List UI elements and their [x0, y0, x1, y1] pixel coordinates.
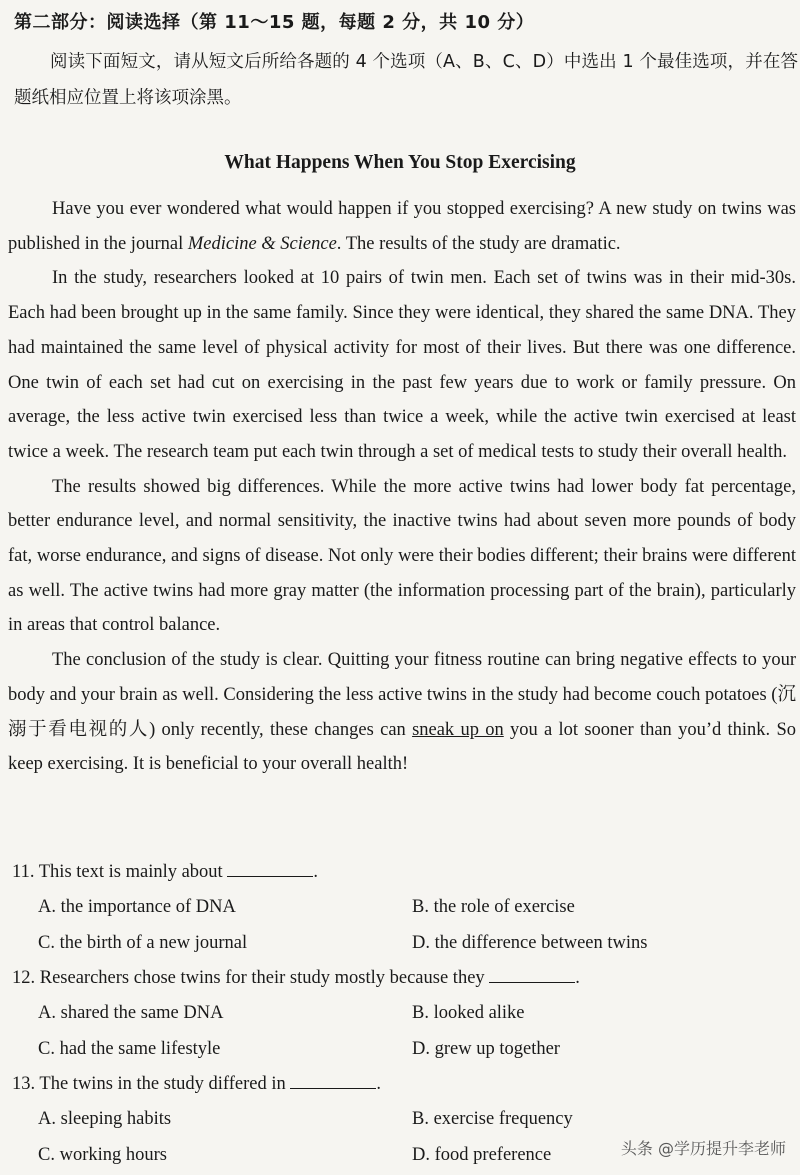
- question-stem: [12, 961, 792, 996]
- option-text: the role of exercise: [433, 897, 575, 917]
- option-c[interactable]: [38, 1032, 220, 1068]
- option-row: [12, 926, 792, 962]
- option-row: [12, 1102, 792, 1138]
- option-text: the importance of DNA: [60, 897, 236, 917]
- option-letter: B.: [412, 1109, 429, 1129]
- question-stem: [12, 855, 792, 890]
- section-heading: 第二部分：阅读选择（第 11～15 题，每题 2 分，共 10 分）: [14, 12, 535, 33]
- option-letter: C.: [38, 1038, 55, 1059]
- option-b[interactable]: [412, 890, 575, 926]
- option-row: [12, 890, 792, 926]
- option-b[interactable]: [412, 996, 525, 1032]
- question-number: 11.: [12, 862, 35, 882]
- option-b[interactable]: [412, 1102, 573, 1138]
- option-a[interactable]: [38, 996, 223, 1032]
- question-number: 12.: [12, 968, 36, 988]
- question-list: [12, 855, 792, 1173]
- option-letter: B.: [412, 1003, 429, 1023]
- article-body: [8, 192, 796, 782]
- option-text: food preference: [434, 1144, 552, 1165]
- question-text: Researchers chose twins for their study mostly because they: [39, 968, 485, 988]
- option-a[interactable]: [38, 1102, 171, 1138]
- p1-text-b: . The results of the study are dramatic.: [336, 233, 621, 254]
- option-text: had the same lifestyle: [59, 1038, 221, 1059]
- watermark: 头条 @学历提升李老师: [620, 1139, 786, 1158]
- answer-blank: [290, 1070, 376, 1089]
- article-paragraph-1: [8, 192, 796, 261]
- option-letter: A.: [38, 1003, 56, 1023]
- p1-text-a: Have you ever wondered what would happen if you stopped exercising? A new study on twins was published in the journal: [8, 199, 796, 254]
- option-text: the birth of a new journal: [59, 932, 248, 953]
- question-end: .: [376, 1074, 381, 1094]
- option-row: [12, 996, 792, 1032]
- option-c[interactable]: [38, 1138, 167, 1174]
- article-paragraph-4: [8, 643, 796, 782]
- question: [12, 855, 792, 961]
- option-d[interactable]: [412, 1138, 551, 1174]
- question-text: The twins in the study differed in: [39, 1074, 286, 1094]
- question-text: This text is mainly about: [38, 862, 223, 882]
- p4-text-a: The conclusion of the study is clear. Quitting your fitness routine can bring negative effects to your body and your brain as well. Considering the less active twins in the study had become couch potatoes (沉溺于看电视的人) only recently, these changes can: [8, 650, 796, 740]
- option-letter: C.: [38, 1144, 55, 1165]
- option-d[interactable]: [412, 926, 647, 962]
- answer-blank: [489, 964, 575, 983]
- option-row: [12, 1032, 792, 1068]
- option-letter: D.: [412, 1144, 430, 1165]
- option-letter: A.: [38, 1109, 56, 1129]
- option-text: working hours: [59, 1144, 167, 1165]
- question-end: .: [313, 862, 318, 882]
- article-paragraph-3: The results showed big differences. While the more active twins had lower body fat percentage, better endurance level, and normal sensitivity, the inactive twins had about seven more pounds of body fat, worse endurance, and signs of disease. Not only were their bodies different; their brains were different as well. The active twins had more gray matter (the information processing part of the brain), particularly in areas that control balance.: [8, 476, 796, 636]
- option-text: the difference between twins: [434, 932, 648, 953]
- question-number: 13.: [12, 1074, 36, 1094]
- option-text: shared the same DNA: [60, 1003, 224, 1023]
- answer-blank: [227, 858, 313, 877]
- option-letter: B.: [412, 897, 429, 917]
- option-a[interactable]: [38, 890, 236, 926]
- option-text: looked alike: [433, 1003, 525, 1023]
- p4-text-b: you a lot sooner than you’d think. So keep exercising. It is beneficial to your overall health!: [8, 719, 796, 775]
- option-c[interactable]: [38, 926, 247, 962]
- underlined-phrase: sneak up on: [412, 719, 504, 740]
- option-letter: C.: [38, 932, 55, 953]
- option-letter: D.: [412, 1038, 430, 1059]
- article-title: What Happens When You Stop Exercising: [224, 152, 576, 173]
- option-d[interactable]: [412, 1032, 560, 1068]
- option-text: grew up together: [434, 1038, 560, 1059]
- question-end: .: [575, 968, 580, 988]
- question-stem: [12, 1067, 792, 1102]
- option-letter: D.: [412, 932, 430, 953]
- article-paragraph-2: In the study, researchers looked at 10 pairs of twin men. Each set of twins was in their mid-30s. Each had been brought up in the same family. Since they were identical, they shared the same DNA. They had maintained the same level of physical activity for most of their lives. But there was one difference. One twin of each set had cut on exercising in the past few years due to work or family pressure. On average, the less active twin exercised less than twice a week, while the active twin exercised at least twice a week. The research team put each twin through a set of medical tests to study their overall health.: [8, 268, 796, 462]
- question: [12, 961, 792, 1067]
- option-letter: A.: [38, 897, 56, 917]
- journal-name: Medicine & Science: [187, 233, 337, 254]
- option-text: sleeping habits: [60, 1109, 172, 1129]
- option-text: exercise frequency: [433, 1109, 573, 1129]
- section-instructions: 阅读下面短文，请从短文后所给各题的 4 个选项（A、B、C、D）中选出 1 个最佳选项，并在答题纸相应位置上将该项涂黑。: [14, 52, 798, 108]
